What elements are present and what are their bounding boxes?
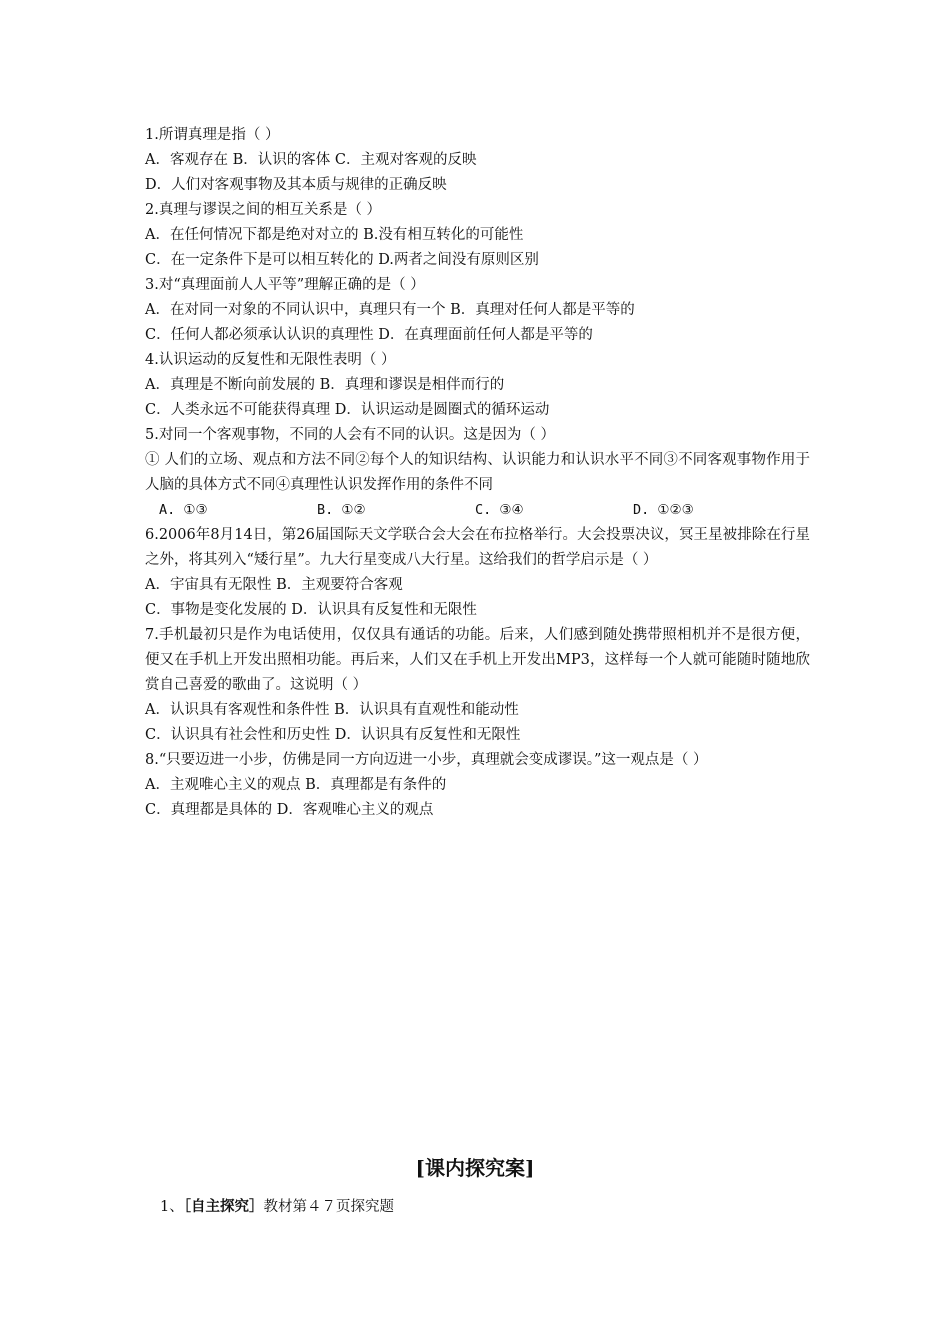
explore-text: 教材第４７页探究题 (263, 1199, 394, 1215)
question-4-stem: 4.认识运动的反复性和无限性表明（ ） (145, 352, 396, 368)
question-4-option-line: C．人类永远不可能获得真理 D．认识运动是圆圈式的循环运动 (145, 402, 550, 418)
question-6-option-line: C．事物是变化发展的 D．认识具有反复性和无限性 (145, 602, 477, 618)
question-2-stem: 2.真理与谬误之间的相互关系是（ ） (145, 202, 381, 218)
question-5-choice-b: B. ①② (317, 502, 366, 518)
question-7-option-line: A．认识具有客观性和条件性 B．认识具有直观性和能动性 (145, 702, 519, 718)
question-5-choice-c: C. ③④ (475, 502, 524, 518)
question-3-stem: 3.对“真理面前人人平等”理解正确的是（ ） (145, 277, 425, 293)
question-1-stem: 1.所谓真理是指（ ） (145, 127, 280, 143)
question-8-option-line: A．主观唯心主义的观点 B．真理都是有条件的 (145, 777, 447, 793)
question-7-stem: 7.手机最初只是作为电话使用，仅仅具有通话的功能。后来，人们感到随处携带照相机并不是很方便，便又在手机上开发出照相功能。再后来，人们又在手机上开发出MP3，这样每一个人就可能随时随地欣赏自己喜爱的歌曲了。这说明（ ） (145, 627, 810, 693)
question-2-option-line: A．在任何情况下都是绝对对立的 B.没有相互转化的可能性 (145, 227, 524, 243)
question-5-choice-d: D. ①②③ (633, 502, 694, 518)
explore-item (160, 1194, 394, 1220)
question-1-option-line: D．人们对客观事物及其本质与规律的正确反映 (145, 177, 447, 193)
question-2-option-line: C．在一定条件下是可以相互转化的 D.两者之间没有原则区别 (145, 252, 539, 268)
question-3-option-line: A．在对同一对象的不同认识中，真理只有一个 B．真理对任何人都是平等的 (145, 302, 635, 318)
question-4-option-line: A．真理是不断向前发展的 B．真理和谬误是相伴而行的 (145, 377, 505, 393)
question-1-option-line: A．客观存在 B．认识的客体 C．主观对客观的反映 (145, 152, 477, 168)
question-5-choice-a: A. ①③ (159, 502, 208, 518)
question-5-choices (145, 498, 810, 523)
question-8-stem: 8.“只要迈进一小步，仿佛是同一方向迈进一小步，真理就会变成谬误。”这一观点是（ ） (145, 752, 708, 768)
question-8-option-line: C．真理都是具体的 D．客观唯心主义的观点 (145, 802, 434, 818)
question-6-option-line: A．宇宙具有无限性 B．主观要符合客观 (145, 577, 403, 593)
section-title: [课内探究案] (415, 1156, 535, 1180)
question-3-option-line: C．任何人都必须承认认识的真理性 D．在真理面前任何人都是平等的 (145, 327, 593, 343)
question-5-stem: 5.对同一个客观事物，不同的人会有不同的认识。这是因为（ ） (145, 427, 555, 443)
question-list (145, 123, 810, 823)
question-5-statements: ① 人们的立场、观点和方法不同②每个人的知识结构、认识能力和认识水平不同③不同客观事物作用于人脑的具体方式不同④真理性认识发挥作用的条件不同 (145, 452, 810, 493)
explore-number: 1、 (160, 1199, 184, 1215)
question-7-option-line: C．认识具有社会性和历史性 D．认识具有反复性和无限性 (145, 727, 521, 743)
question-6-stem: 6.2006年8月14日，第26届国际天文学联合会大会在布拉格举行。大会投票决议，冥王星被排除在行星之外，将其列入“矮行星”。九大行星变成八大行星。这给我们的哲学启示是（ ） (145, 527, 810, 568)
explore-label: ［自主探究］ (183, 1198, 264, 1215)
